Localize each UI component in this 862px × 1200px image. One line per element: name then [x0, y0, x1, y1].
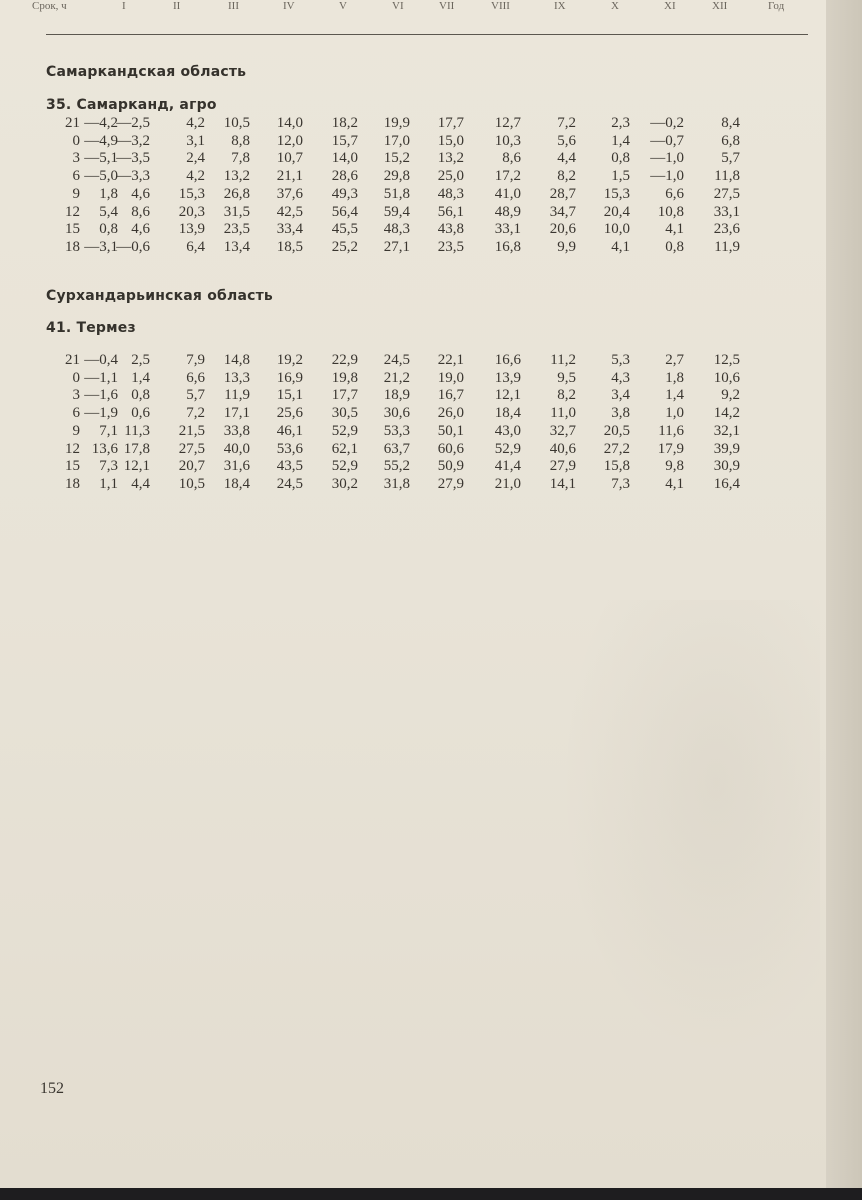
- value-cell: 11,2: [550, 352, 576, 368]
- value-cell: —0,2: [650, 115, 684, 131]
- value-cell: 22,9: [331, 352, 358, 368]
- value-cell: 42,5: [276, 203, 303, 220]
- value-cell: 18,4: [494, 405, 521, 422]
- value-cell: 10,6: [713, 369, 740, 386]
- value-cell: 28,6: [331, 168, 358, 185]
- value-cell: 17,7: [437, 115, 464, 131]
- value-cell: 8,2: [557, 387, 576, 404]
- header-col-7: VII: [439, 0, 455, 12]
- hour-cell: 12: [65, 203, 80, 220]
- value-cell: 0,8: [611, 150, 630, 167]
- value-cell: 3,1: [186, 132, 205, 149]
- value-cell: 63,7: [383, 440, 410, 457]
- value-cell: 9,9: [557, 238, 576, 255]
- header-col-0: Срок, ч: [32, 0, 67, 12]
- value-cell: —5,0: [84, 168, 118, 185]
- table-row: [0, 352, 820, 369]
- value-cell: 33,1: [494, 221, 521, 238]
- table-row: [0, 405, 820, 422]
- value-cell: —4,9: [84, 132, 118, 149]
- value-cell: 22,1: [437, 352, 464, 368]
- value-cell: 20,6: [549, 221, 576, 238]
- value-cell: —1,0: [650, 150, 684, 167]
- value-cell: 8,6: [502, 150, 521, 167]
- page-edge: [826, 0, 862, 1188]
- value-cell: 12,1: [494, 387, 521, 404]
- hour-cell: 15: [65, 221, 80, 238]
- table-row: [0, 221, 820, 238]
- value-cell: 14,8: [223, 352, 250, 368]
- value-cell: 7,3: [611, 475, 630, 492]
- value-cell: 3,4: [611, 387, 630, 404]
- table-header: [32, 0, 800, 14]
- value-cell: 7,3: [99, 458, 118, 475]
- value-cell: —4,2: [84, 115, 118, 131]
- header-col-3: III: [228, 0, 239, 12]
- value-cell: 9,8: [665, 458, 684, 475]
- table-row: [0, 204, 820, 221]
- value-cell: 5,7: [186, 387, 205, 404]
- value-cell: 48,9: [494, 203, 521, 220]
- value-cell: 21,2: [383, 369, 410, 386]
- value-cell: 7,8: [231, 150, 250, 167]
- value-cell: 16,7: [437, 387, 464, 404]
- table-row: [0, 168, 820, 185]
- table-row: [0, 458, 820, 475]
- table-row: [0, 150, 820, 167]
- value-cell: 4,2: [186, 168, 205, 185]
- value-cell: 25,2: [331, 238, 358, 255]
- value-cell: —1,1: [84, 369, 118, 386]
- station-heading-samarkand: 35. Самарканд, агро: [46, 97, 217, 113]
- region-heading-samarkand: Самаркандская область: [46, 64, 247, 80]
- value-cell: 6,4: [186, 238, 205, 255]
- value-cell: 16,8: [494, 238, 521, 255]
- value-cell: 5,4: [99, 203, 118, 220]
- value-cell: 40,0: [223, 440, 250, 457]
- table-row: [0, 387, 820, 404]
- hour-cell: 15: [65, 458, 80, 475]
- value-cell: 10,3: [494, 132, 521, 149]
- value-cell: 13,2: [437, 150, 464, 167]
- value-cell: 20,7: [178, 458, 205, 475]
- value-cell: 4,1: [665, 475, 684, 492]
- value-cell: 6,6: [665, 185, 684, 202]
- header-col-12: XII: [712, 0, 728, 12]
- table-row: [0, 423, 820, 440]
- header-col-8: VIII: [491, 0, 510, 12]
- header-col-2: II: [173, 0, 181, 12]
- value-cell: —0,7: [650, 132, 684, 149]
- value-cell: 1,5: [611, 168, 630, 185]
- hour-cell: 0: [72, 132, 80, 149]
- hour-cell: 6: [72, 405, 80, 422]
- value-cell: 43,5: [276, 458, 303, 475]
- value-cell: 0,6: [131, 405, 150, 422]
- value-cell: —3,2: [116, 132, 150, 149]
- value-cell: 33,8: [223, 422, 250, 439]
- value-cell: 8,2: [557, 168, 576, 185]
- value-cell: —1,6: [84, 387, 118, 404]
- value-cell: 15,2: [383, 150, 410, 167]
- value-cell: 25,0: [437, 168, 464, 185]
- value-cell: 1,4: [611, 132, 630, 149]
- book-spine-shadow: [0, 1188, 862, 1200]
- value-cell: 32,1: [713, 422, 740, 439]
- value-cell: 1,0: [665, 405, 684, 422]
- value-cell: 7,2: [557, 115, 576, 131]
- value-cell: 13,6: [91, 440, 118, 457]
- value-cell: 7,2: [186, 405, 205, 422]
- value-cell: 20,3: [178, 203, 205, 220]
- hour-cell: 18: [65, 238, 80, 255]
- value-cell: 59,4: [383, 203, 410, 220]
- value-cell: 30,6: [383, 405, 410, 422]
- value-cell: 4,3: [611, 369, 630, 386]
- header-col-9: IX: [554, 0, 566, 12]
- value-cell: 0,8: [665, 238, 684, 255]
- value-cell: 53,6: [276, 440, 303, 457]
- value-cell: 7,9: [186, 352, 205, 368]
- hour-cell: 3: [72, 150, 80, 167]
- value-cell: 4,1: [611, 238, 630, 255]
- hour-cell: 9: [72, 422, 80, 439]
- value-cell: 60,6: [437, 440, 464, 457]
- value-cell: 33,4: [276, 221, 303, 238]
- value-cell: 15,3: [178, 185, 205, 202]
- region-heading-surkhandarya: Сурхандарьинская область: [46, 288, 273, 304]
- value-cell: 37,6: [276, 185, 303, 202]
- value-cell: 13,4: [223, 238, 250, 255]
- header-col-10: X: [611, 0, 619, 12]
- value-cell: 11,9: [714, 238, 740, 255]
- value-cell: 27,5: [178, 440, 205, 457]
- value-cell: 28,7: [549, 185, 576, 202]
- hour-cell: 9: [72, 185, 80, 202]
- value-cell: 31,8: [383, 475, 410, 492]
- value-cell: 11,9: [224, 387, 250, 404]
- value-cell: 12,7: [494, 115, 521, 131]
- value-cell: 24,5: [383, 352, 410, 368]
- value-cell: 43,8: [437, 221, 464, 238]
- value-cell: 3,8: [611, 405, 630, 422]
- value-cell: 30,2: [331, 475, 358, 492]
- header-rule: [46, 34, 808, 35]
- value-cell: 15,3: [603, 185, 630, 202]
- value-cell: 17,8: [123, 440, 150, 457]
- value-cell: 5,7: [721, 150, 740, 167]
- value-cell: 2,4: [186, 150, 205, 167]
- value-cell: 2,5: [131, 352, 150, 368]
- value-cell: 4,2: [186, 115, 205, 131]
- value-cell: 56,4: [331, 203, 358, 220]
- value-cell: 40,6: [549, 440, 576, 457]
- value-cell: 16,9: [276, 369, 303, 386]
- value-cell: 1,4: [131, 369, 150, 386]
- value-cell: 11,8: [714, 168, 740, 185]
- value-cell: 14,1: [549, 475, 576, 492]
- value-cell: 14,0: [276, 115, 303, 131]
- value-cell: 52,9: [331, 422, 358, 439]
- value-cell: —0,6: [116, 238, 150, 255]
- value-cell: 41,4: [494, 458, 521, 475]
- value-cell: 15,0: [437, 132, 464, 149]
- value-cell: 11,0: [550, 405, 576, 422]
- header-col-13: Год: [768, 0, 785, 12]
- value-cell: 4,6: [131, 221, 150, 238]
- header-col-6: VI: [392, 0, 404, 12]
- value-cell: 20,4: [603, 203, 630, 220]
- hour-cell: 0: [72, 369, 80, 386]
- value-cell: 10,7: [276, 150, 303, 167]
- value-cell: 2,7: [665, 352, 684, 368]
- value-cell: 33,1: [713, 203, 740, 220]
- value-cell: 20,5: [603, 422, 630, 439]
- value-cell: 27,1: [383, 238, 410, 255]
- value-cell: 8,8: [231, 132, 250, 149]
- value-cell: 31,5: [223, 203, 250, 220]
- value-cell: —3,5: [116, 150, 150, 167]
- value-cell: 8,6: [131, 203, 150, 220]
- value-cell: 4,6: [131, 185, 150, 202]
- header-col-11: XI: [664, 0, 676, 12]
- value-cell: 48,3: [383, 221, 410, 238]
- value-cell: —5,1: [84, 150, 118, 167]
- value-cell: 13,2: [223, 168, 250, 185]
- value-cell: 34,7: [549, 203, 576, 220]
- value-cell: 16,6: [494, 352, 521, 368]
- value-cell: 53,3: [383, 422, 410, 439]
- value-cell: 12,0: [276, 132, 303, 149]
- value-cell: 16,4: [713, 475, 740, 492]
- table-row: [0, 441, 820, 458]
- value-cell: 30,5: [331, 405, 358, 422]
- table-row: [0, 476, 820, 493]
- value-cell: 14,0: [331, 150, 358, 167]
- value-cell: 17,2: [494, 168, 521, 185]
- table-row: [0, 186, 820, 203]
- value-cell: —3,3: [116, 168, 150, 185]
- value-cell: 62,1: [331, 440, 358, 457]
- value-cell: 6,8: [721, 132, 740, 149]
- value-cell: —1,0: [650, 168, 684, 185]
- value-cell: 27,9: [437, 475, 464, 492]
- value-cell: 26,0: [437, 405, 464, 422]
- value-cell: 12,1: [123, 458, 150, 475]
- value-cell: 51,8: [383, 185, 410, 202]
- value-cell: 27,9: [549, 458, 576, 475]
- value-cell: 10,8: [657, 203, 684, 220]
- value-cell: 18,9: [383, 387, 410, 404]
- station-heading-termez: 41. Термез: [46, 320, 136, 336]
- hour-cell: 3: [72, 387, 80, 404]
- value-cell: 17,7: [331, 387, 358, 404]
- value-cell: 4,1: [665, 221, 684, 238]
- value-cell: 1,4: [665, 387, 684, 404]
- value-cell: 2,3: [611, 115, 630, 131]
- value-cell: 43,0: [494, 422, 521, 439]
- value-cell: 19,9: [383, 115, 410, 131]
- value-cell: 12,5: [713, 352, 740, 368]
- value-cell: 13,3: [223, 369, 250, 386]
- value-cell: 21,5: [178, 422, 205, 439]
- value-cell: —2,5: [116, 115, 150, 131]
- table-row: [0, 239, 820, 256]
- table-row: [0, 115, 820, 132]
- value-cell: 19,2: [276, 352, 303, 368]
- value-cell: 11,6: [658, 422, 684, 439]
- value-cell: 18,4: [223, 475, 250, 492]
- value-cell: 27,2: [603, 440, 630, 457]
- value-cell: 5,3: [611, 352, 630, 368]
- value-cell: 23,6: [713, 221, 740, 238]
- value-cell: 18,5: [276, 238, 303, 255]
- value-cell: 41,0: [494, 185, 521, 202]
- value-cell: 6,6: [186, 369, 205, 386]
- value-cell: 31,6: [223, 458, 250, 475]
- value-cell: 27,5: [713, 185, 740, 202]
- value-cell: 10,5: [178, 475, 205, 492]
- value-cell: 45,5: [331, 221, 358, 238]
- value-cell: 15,8: [603, 458, 630, 475]
- hour-cell: 18: [65, 475, 80, 492]
- value-cell: 1,1: [99, 475, 118, 492]
- value-cell: 52,9: [494, 440, 521, 457]
- value-cell: 23,5: [223, 221, 250, 238]
- table-row: [0, 370, 820, 387]
- value-cell: 29,8: [383, 168, 410, 185]
- hour-cell: 21: [65, 352, 80, 368]
- value-cell: 50,1: [437, 422, 464, 439]
- bleed-through-shadow: [560, 600, 820, 1060]
- value-cell: 19,8: [331, 369, 358, 386]
- value-cell: 9,2: [721, 387, 740, 404]
- header-col-5: V: [339, 0, 347, 12]
- value-cell: 56,1: [437, 203, 464, 220]
- value-cell: 49,3: [331, 185, 358, 202]
- value-cell: 10,0: [603, 221, 630, 238]
- page-number: 152: [40, 1080, 64, 1097]
- value-cell: 32,7: [549, 422, 576, 439]
- value-cell: 21,0: [494, 475, 521, 492]
- value-cell: 17,9: [657, 440, 684, 457]
- header-col-1: I: [122, 0, 126, 12]
- value-cell: 7,1: [99, 422, 118, 439]
- value-cell: 21,1: [276, 168, 303, 185]
- value-cell: 15,1: [276, 387, 303, 404]
- value-cell: 17,1: [223, 405, 250, 422]
- value-cell: 4,4: [557, 150, 576, 167]
- value-cell: 8,4: [721, 115, 740, 131]
- value-cell: 1,8: [99, 185, 118, 202]
- hour-cell: 12: [65, 440, 80, 457]
- value-cell: 46,1: [276, 422, 303, 439]
- value-cell: 48,3: [437, 185, 464, 202]
- value-cell: 4,4: [131, 475, 150, 492]
- value-cell: 50,9: [437, 458, 464, 475]
- value-cell: 13,9: [178, 221, 205, 238]
- value-cell: 0,8: [131, 387, 150, 404]
- value-cell: 17,0: [383, 132, 410, 149]
- value-cell: 9,5: [557, 369, 576, 386]
- value-cell: 25,6: [276, 405, 303, 422]
- value-cell: 11,3: [124, 422, 150, 439]
- value-cell: —3,1: [84, 238, 118, 255]
- value-cell: 1,8: [665, 369, 684, 386]
- hour-cell: 21: [65, 115, 80, 131]
- value-cell: 39,9: [713, 440, 740, 457]
- hour-cell: 6: [72, 168, 80, 185]
- header-col-4: IV: [283, 0, 295, 12]
- value-cell: 55,2: [383, 458, 410, 475]
- value-cell: 15,7: [331, 132, 358, 149]
- value-cell: 13,9: [494, 369, 521, 386]
- value-cell: 30,9: [713, 458, 740, 475]
- value-cell: 10,5: [223, 115, 250, 131]
- value-cell: 14,2: [713, 405, 740, 422]
- value-cell: 24,5: [276, 475, 303, 492]
- value-cell: 52,9: [331, 458, 358, 475]
- value-cell: 23,5: [437, 238, 464, 255]
- value-cell: 18,2: [331, 115, 358, 131]
- value-cell: 0,8: [99, 221, 118, 238]
- value-cell: 5,6: [557, 132, 576, 149]
- value-cell: —0,4: [84, 352, 118, 368]
- value-cell: 26,8: [223, 185, 250, 202]
- table-row: [0, 133, 820, 150]
- value-cell: 19,0: [437, 369, 464, 386]
- value-cell: —1,9: [84, 405, 118, 422]
